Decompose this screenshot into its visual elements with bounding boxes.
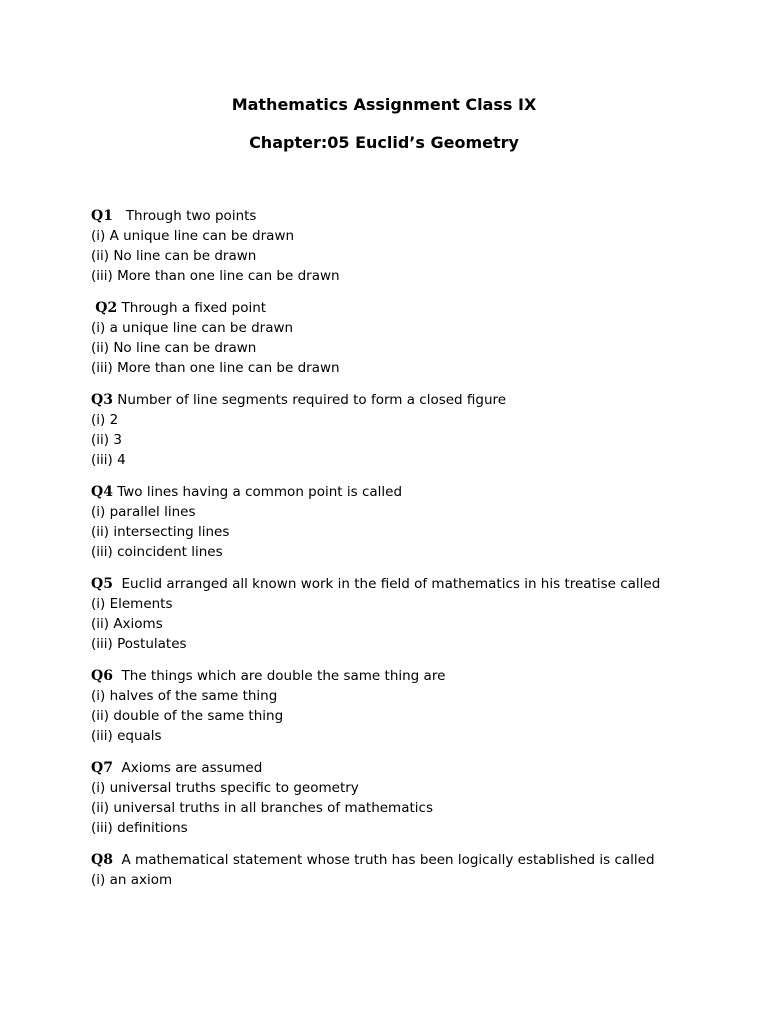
option: (iii) More than one line can be drawn	[91, 360, 340, 376]
option: (i) halves of the same thing	[91, 688, 278, 704]
question-number: Q6	[91, 668, 113, 684]
option: (ii) Axioms	[91, 616, 163, 632]
question-number: Q2	[95, 300, 118, 316]
question-3	[91, 390, 751, 470]
question-5	[91, 574, 751, 654]
option: (iii) Postulates	[91, 636, 187, 652]
question-7	[91, 758, 751, 838]
option: (i) a unique line can be drawn	[91, 320, 294, 336]
option: (ii) 3	[91, 432, 122, 448]
option: (iii) More than one line can be drawn	[91, 268, 340, 284]
question-text: Two lines having a common point is called	[117, 484, 403, 500]
question-text: Axioms are assumed	[121, 760, 263, 776]
question-text: A mathematical statement whose truth has been logically established is called	[121, 852, 655, 868]
option: (iii) coincident lines	[91, 544, 223, 560]
option: (i) parallel lines	[91, 504, 196, 520]
option: (ii) No line can be drawn	[91, 248, 257, 264]
question-8	[91, 850, 751, 890]
option: (i) A unique line can be drawn	[91, 228, 295, 244]
option: (ii) universal truths in all branches of mathematics	[91, 800, 433, 816]
option: (iii) equals	[91, 728, 162, 744]
option: (i) 2	[91, 412, 119, 428]
option: (iii) definitions	[91, 820, 188, 836]
question-text: Through two points	[125, 208, 257, 224]
question-number: Q4	[91, 484, 113, 500]
question-list	[91, 206, 751, 902]
question-text: Number of line segments required to form a closed figure	[117, 392, 507, 408]
question-text: Euclid arranged all known work in the field of mathematics in his treatise called	[121, 576, 661, 592]
question-number: Q7	[91, 760, 113, 776]
question-2	[91, 298, 751, 378]
option: (ii) double of the same thing	[91, 708, 284, 724]
document-title: Mathematics Assignment Class IX	[231, 95, 537, 114]
chapter-title: Chapter:05 Euclid’s Geometry	[249, 133, 519, 152]
question-number: Q3	[91, 392, 113, 408]
option: (i) Elements	[91, 596, 173, 612]
question-4	[91, 482, 751, 562]
question-6	[91, 666, 751, 746]
question-number: Q1	[91, 208, 113, 224]
question-number: Q8	[91, 852, 113, 868]
option: (iii) 4	[91, 452, 126, 468]
question-1	[91, 206, 751, 286]
option: (ii) No line can be drawn	[91, 340, 257, 356]
option: (i) universal truths specific to geometry	[91, 780, 359, 796]
question-text: The things which are double the same thing are	[121, 668, 446, 684]
option: (i) an axiom	[91, 872, 173, 888]
question-number: Q5	[91, 576, 113, 592]
option: (ii) intersecting lines	[91, 524, 230, 540]
question-text: Through a fixed point	[121, 300, 267, 316]
